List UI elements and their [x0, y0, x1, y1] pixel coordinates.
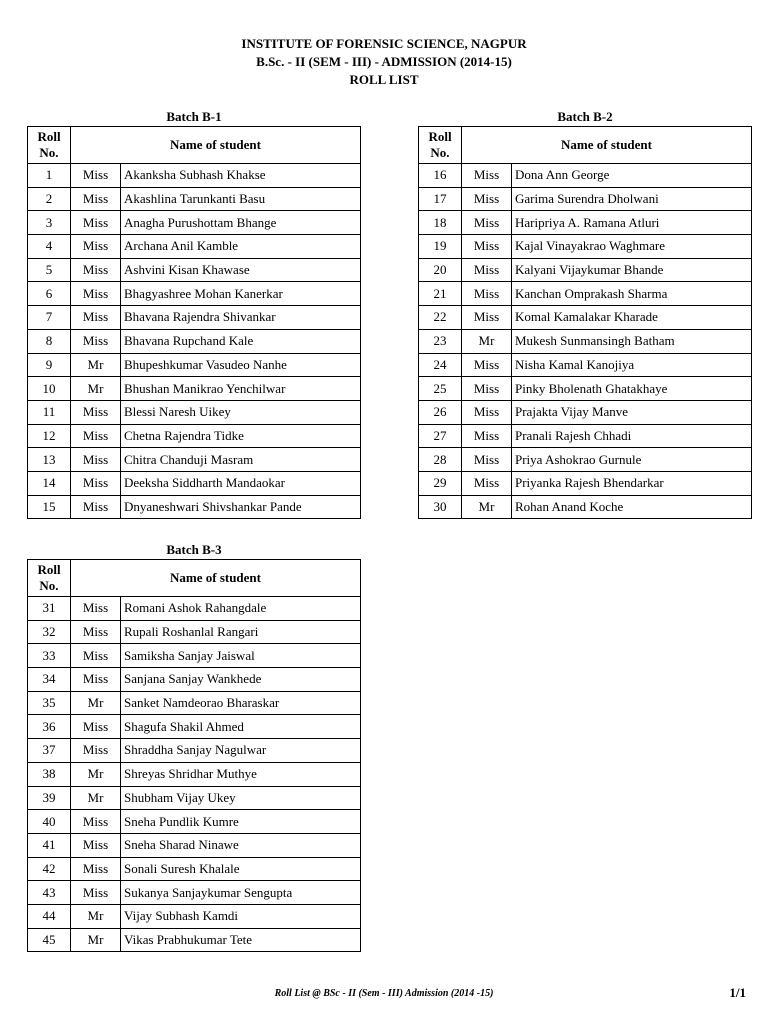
roll-number-cell: 34 — [28, 668, 71, 692]
table-header-row — [28, 127, 361, 164]
salutation-cell: Miss — [71, 187, 121, 211]
student-name-cell: Dnyaneshwari Shivshankar Pande — [121, 495, 361, 519]
salutation-cell: Miss — [71, 235, 121, 259]
student-name-cell: Shraddha Sanjay Nagulwar — [121, 739, 361, 763]
table-row — [28, 187, 361, 211]
batch-b2-section — [418, 108, 752, 519]
table-row — [28, 904, 361, 928]
salutation-cell: Miss — [462, 164, 512, 188]
student-name-cell: Bhushan Manikrao Yenchilwar — [121, 377, 361, 401]
student-name-cell: Rohan Anand Koche — [512, 495, 752, 519]
salutation-cell: Miss — [462, 424, 512, 448]
salutation-cell: Miss — [71, 620, 121, 644]
salutation-cell: Miss — [71, 833, 121, 857]
roll-number-cell: 37 — [28, 739, 71, 763]
table-row — [28, 786, 361, 810]
table-row — [419, 377, 752, 401]
roll-table — [27, 126, 361, 519]
student-name-cell: Mukesh Sunmansingh Batham — [512, 329, 752, 353]
student-name-cell: Kanchan Omprakash Sharma — [512, 282, 752, 306]
student-name-cell: Chitra Chanduji Masram — [121, 448, 361, 472]
table-row — [419, 258, 752, 282]
student-name-cell: Blessi Naresh Uikey — [121, 400, 361, 424]
roll-number-cell: 16 — [419, 164, 462, 188]
table-row — [28, 377, 361, 401]
page-number: 1/1 — [729, 985, 746, 1000]
table-header-row — [28, 560, 361, 597]
table-row — [28, 644, 361, 668]
salutation-cell: Mr — [71, 904, 121, 928]
salutation-cell: Miss — [462, 282, 512, 306]
table-row — [28, 235, 361, 259]
table-row — [28, 400, 361, 424]
student-name-cell: Pranali Rajesh Chhadi — [512, 424, 752, 448]
salutation-cell: Miss — [71, 739, 121, 763]
roll-number-cell: 42 — [28, 857, 71, 881]
roll-number-cell: 31 — [28, 597, 71, 621]
roll-number-cell: 7 — [28, 306, 71, 330]
roll-number-cell: 27 — [419, 424, 462, 448]
student-name-cell: Kajal Vinayakrao Waghmare — [512, 235, 752, 259]
salutation-cell: Miss — [71, 715, 121, 739]
salutation-cell: Miss — [71, 164, 121, 188]
roll-number-cell: 14 — [28, 471, 71, 495]
roll-number-cell: 15 — [28, 495, 71, 519]
salutation-cell: Mr — [71, 691, 121, 715]
roll-number-cell: 32 — [28, 620, 71, 644]
student-name-cell: Samiksha Sanjay Jaiswal — [121, 644, 361, 668]
salutation-cell: Miss — [71, 597, 121, 621]
roll-list-title: ROLL LIST — [349, 72, 419, 87]
roll-number-cell: 2 — [28, 187, 71, 211]
salutation-cell: Miss — [71, 424, 121, 448]
table-row — [419, 400, 752, 424]
table-row — [28, 762, 361, 786]
student-name-cell: Bhupeshkumar Vasudeo Nanhe — [121, 353, 361, 377]
roll-number-cell: 39 — [28, 786, 71, 810]
table-row — [28, 164, 361, 188]
footer-caption: Roll List @ BSc - II (Sem - III) Admission (2014 -15) — [274, 988, 494, 999]
salutation-cell: Miss — [71, 282, 121, 306]
salutation-cell: Miss — [71, 881, 121, 905]
salutation-cell: Mr — [71, 786, 121, 810]
student-name-cell: Bhavana Rajendra Shivankar — [121, 306, 361, 330]
roll-number-cell: 38 — [28, 762, 71, 786]
roll-number-cell: 8 — [28, 329, 71, 353]
roll-number-cell: 18 — [419, 211, 462, 235]
roll-number-cell: 22 — [419, 306, 462, 330]
salutation-cell: Mr — [71, 928, 121, 952]
student-name-cell: Priyanka Rajesh Bhendarkar — [512, 471, 752, 495]
table-header-row — [419, 127, 752, 164]
table-row — [419, 471, 752, 495]
salutation-cell: Miss — [71, 668, 121, 692]
salutation-cell: Miss — [462, 471, 512, 495]
roll-number-cell: 4 — [28, 235, 71, 259]
table-row — [28, 881, 361, 905]
table-row — [28, 597, 361, 621]
table-row — [28, 857, 361, 881]
table-row — [419, 353, 752, 377]
roll-number-cell: 3 — [28, 211, 71, 235]
student-name-cell: Akashlina Tarunkanti Basu — [121, 187, 361, 211]
table-row — [419, 211, 752, 235]
roll-number-cell: 21 — [419, 282, 462, 306]
table-row — [28, 715, 361, 739]
salutation-cell: Miss — [462, 211, 512, 235]
salutation-cell: Miss — [71, 306, 121, 330]
table-row — [28, 833, 361, 857]
roll-table — [418, 126, 752, 519]
student-name-cell: Pinky Bholenath Ghatakhaye — [512, 377, 752, 401]
batch-title: Batch B-2 — [557, 109, 613, 124]
student-name-cell: Sneha Sharad Ninawe — [121, 833, 361, 857]
roll-table — [27, 559, 361, 952]
student-name-cell: Nisha Kamal Kanojiya — [512, 353, 752, 377]
table-row — [28, 424, 361, 448]
salutation-cell: Miss — [462, 306, 512, 330]
table-row — [419, 282, 752, 306]
roll-number-cell: 33 — [28, 644, 71, 668]
table-row — [28, 282, 361, 306]
student-name-cell: Archana Anil Kamble — [121, 235, 361, 259]
student-name-cell: Haripriya A. Ramana Atluri — [512, 211, 752, 235]
salutation-cell: Miss — [462, 353, 512, 377]
roll-number-cell: 19 — [419, 235, 462, 259]
table-row — [28, 739, 361, 763]
student-name-header: Name of student — [71, 127, 361, 164]
table-row — [419, 329, 752, 353]
roll-number-cell: 23 — [419, 329, 462, 353]
salutation-cell: Mr — [71, 762, 121, 786]
student-name-cell: Prajakta Vijay Manve — [512, 400, 752, 424]
student-name-cell: Sonali Suresh Khalale — [121, 857, 361, 881]
roll-number-cell: 26 — [419, 400, 462, 424]
salutation-cell: Miss — [71, 448, 121, 472]
student-name-cell: Priya Ashokrao Gurnule — [512, 448, 752, 472]
batch-title: Batch B-3 — [166, 542, 222, 557]
salutation-cell: Mr — [462, 495, 512, 519]
salutation-cell: Mr — [71, 377, 121, 401]
table-row — [28, 211, 361, 235]
student-name-cell: Sanjana Sanjay Wankhede — [121, 668, 361, 692]
roll-no-header: Roll No. — [28, 560, 71, 597]
roll-number-cell: 10 — [28, 377, 71, 401]
roll-number-cell: 28 — [419, 448, 462, 472]
salutation-cell: Miss — [462, 377, 512, 401]
roll-number-cell: 9 — [28, 353, 71, 377]
salutation-cell: Miss — [462, 258, 512, 282]
batch-b1-section — [27, 108, 361, 519]
roll-number-cell: 36 — [28, 715, 71, 739]
student-name-cell: Bhavana Rupchand Kale — [121, 329, 361, 353]
table-row — [28, 448, 361, 472]
roll-number-cell: 45 — [28, 928, 71, 952]
table-row — [28, 668, 361, 692]
roll-number-cell: 20 — [419, 258, 462, 282]
table-row — [419, 495, 752, 519]
table-row — [419, 187, 752, 211]
student-name-cell: Ashvini Kisan Khawase — [121, 258, 361, 282]
batch-b3-section — [27, 541, 361, 952]
student-name-cell: Komal Kamalakar Kharade — [512, 306, 752, 330]
salutation-cell: Miss — [71, 857, 121, 881]
salutation-cell: Miss — [71, 810, 121, 834]
salutation-cell: Miss — [71, 644, 121, 668]
roll-number-cell: 13 — [28, 448, 71, 472]
roll-number-cell: 29 — [419, 471, 462, 495]
roll-number-cell: 5 — [28, 258, 71, 282]
roll-number-cell: 43 — [28, 881, 71, 905]
roll-number-cell: 40 — [28, 810, 71, 834]
batch-title: Batch B-1 — [166, 109, 222, 124]
table-row — [419, 235, 752, 259]
salutation-cell: Miss — [462, 448, 512, 472]
roll-number-cell: 17 — [419, 187, 462, 211]
salutation-cell: Miss — [71, 211, 121, 235]
student-name-cell: Shagufa Shakil Ahmed — [121, 715, 361, 739]
student-name-cell: Rupali Roshanlal Rangari — [121, 620, 361, 644]
document-header — [0, 35, 768, 89]
salutation-cell: Miss — [71, 329, 121, 353]
roll-number-cell: 30 — [419, 495, 462, 519]
roll-no-header: Roll No. — [28, 127, 71, 164]
salutation-cell: Miss — [462, 235, 512, 259]
table-row — [419, 306, 752, 330]
roll-number-cell: 25 — [419, 377, 462, 401]
student-name-cell: Sukanya Sanjaykumar Sengupta — [121, 881, 361, 905]
roll-number-cell: 11 — [28, 400, 71, 424]
student-name-cell: Shreyas Shridhar Muthye — [121, 762, 361, 786]
student-name-cell: Shubham Vijay Ukey — [121, 786, 361, 810]
salutation-cell: Miss — [71, 400, 121, 424]
salutation-cell: Miss — [71, 258, 121, 282]
roll-number-cell: 41 — [28, 833, 71, 857]
student-name-cell: Anagha Purushottam Bhange — [121, 211, 361, 235]
roll-number-cell: 12 — [28, 424, 71, 448]
salutation-cell: Mr — [462, 329, 512, 353]
table-row — [28, 306, 361, 330]
table-row — [28, 495, 361, 519]
table-row — [419, 424, 752, 448]
roll-number-cell: 24 — [419, 353, 462, 377]
course-title: B.Sc. - II (SEM - III) - ADMISSION (2014-15) — [256, 54, 512, 69]
student-name-cell: Akanksha Subhash Khakse — [121, 164, 361, 188]
student-name-cell: Dona Ann George — [512, 164, 752, 188]
salutation-cell: Miss — [462, 400, 512, 424]
salutation-cell: Miss — [71, 495, 121, 519]
roll-number-cell: 44 — [28, 904, 71, 928]
table-row — [28, 258, 361, 282]
student-name-header: Name of student — [71, 560, 361, 597]
student-name-cell: Chetna Rajendra Tidke — [121, 424, 361, 448]
table-row — [419, 164, 752, 188]
student-name-header: Name of student — [462, 127, 752, 164]
salutation-cell: Miss — [71, 471, 121, 495]
roll-number-cell: 35 — [28, 691, 71, 715]
table-row — [28, 691, 361, 715]
student-name-cell: Sanket Namdeorao Bharaskar — [121, 691, 361, 715]
salutation-cell: Mr — [71, 353, 121, 377]
table-row — [28, 810, 361, 834]
table-row — [28, 928, 361, 952]
table-row — [28, 329, 361, 353]
salutation-cell: Miss — [462, 187, 512, 211]
table-row — [28, 353, 361, 377]
table-row — [28, 471, 361, 495]
table-row — [419, 448, 752, 472]
institute-title: INSTITUTE OF FORENSIC SCIENCE, NAGPUR — [241, 36, 527, 51]
student-name-cell: Garima Surendra Dholwani — [512, 187, 752, 211]
student-name-cell: Sneha Pundlik Kumre — [121, 810, 361, 834]
roll-number-cell: 6 — [28, 282, 71, 306]
roll-no-header: Roll No. — [419, 127, 462, 164]
student-name-cell: Vikas Prabhukumar Tete — [121, 928, 361, 952]
student-name-cell: Bhagyashree Mohan Kanerkar — [121, 282, 361, 306]
student-name-cell: Kalyani Vijaykumar Bhande — [512, 258, 752, 282]
student-name-cell: Romani Ashok Rahangdale — [121, 597, 361, 621]
table-row — [28, 620, 361, 644]
student-name-cell: Deeksha Siddharth Mandaokar — [121, 471, 361, 495]
roll-number-cell: 1 — [28, 164, 71, 188]
student-name-cell: Vijay Subhash Kamdi — [121, 904, 361, 928]
